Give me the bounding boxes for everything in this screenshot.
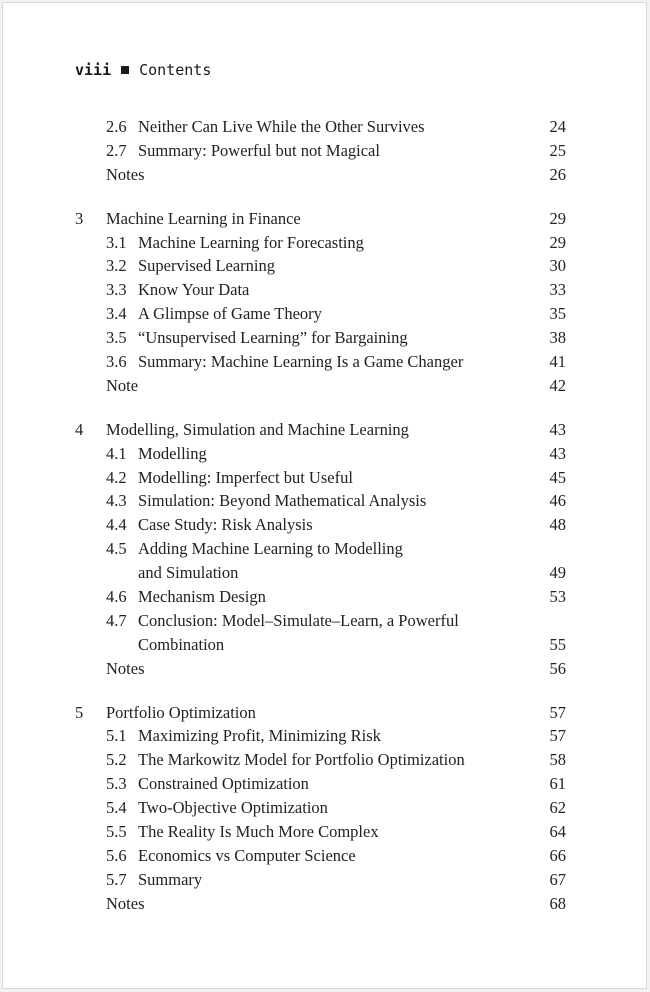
section-number: 4.1 bbox=[106, 443, 127, 463]
toc-entry[interactable] bbox=[3, 892, 648, 916]
toc-entry[interactable] bbox=[3, 748, 648, 772]
chapter-title: Portfolio Optimization bbox=[106, 702, 256, 722]
section-title: Simulation: Beyond Mathematical Analysis bbox=[138, 491, 427, 511]
toc-entry[interactable] bbox=[3, 772, 648, 796]
page-number: 26 bbox=[549, 164, 566, 184]
page-number: 24 bbox=[549, 117, 566, 136]
toc-entry[interactable] bbox=[3, 561, 648, 585]
section-number: 5.5 bbox=[106, 822, 127, 842]
page-number: 43 bbox=[549, 419, 566, 439]
section-entry bbox=[106, 820, 379, 844]
entry-continuation: and Simulation bbox=[138, 563, 239, 583]
section-entry bbox=[106, 609, 459, 633]
section-title: Economics vs Computer Science bbox=[138, 845, 356, 865]
section-entry bbox=[106, 796, 328, 820]
section-number: 2.6 bbox=[106, 117, 127, 136]
section-entry bbox=[106, 772, 309, 796]
page-number: 29 bbox=[549, 232, 566, 252]
section-entry bbox=[106, 724, 381, 748]
section-title: Supervised Learning bbox=[138, 256, 276, 276]
page-number: 57 bbox=[549, 726, 566, 746]
toc-chapter-block bbox=[3, 207, 648, 398]
section-entry bbox=[106, 585, 266, 609]
toc-chapter-block bbox=[3, 115, 648, 187]
toc-entry[interactable] bbox=[3, 350, 648, 374]
section-entry bbox=[106, 231, 364, 255]
section-entry bbox=[106, 139, 380, 163]
chapter-number: 4 bbox=[75, 419, 84, 439]
running-head-label: Contents bbox=[139, 61, 212, 79]
chapter-title: Modelling, Simulation and Machine Learning bbox=[106, 419, 409, 439]
notes-entry: Notes bbox=[106, 893, 145, 913]
section-title: Two-Objective Optimization bbox=[138, 798, 328, 818]
section-title: Summary: Powerful but not Magical bbox=[138, 140, 380, 160]
page-number: 61 bbox=[549, 774, 566, 794]
toc-entry[interactable] bbox=[3, 724, 648, 748]
toc-entry[interactable] bbox=[3, 537, 648, 561]
page-number: 58 bbox=[549, 750, 566, 770]
section-entry bbox=[106, 748, 465, 772]
section-entry bbox=[106, 350, 463, 374]
page-number: 49 bbox=[549, 563, 566, 583]
section-entry bbox=[106, 302, 322, 326]
toc-entry[interactable] bbox=[3, 466, 648, 490]
toc-entry[interactable] bbox=[3, 868, 648, 892]
section-entry bbox=[106, 442, 207, 466]
section-number: 3.3 bbox=[106, 280, 127, 300]
section-entry bbox=[106, 868, 202, 892]
section-title: The Reality Is Much More Complex bbox=[138, 822, 379, 842]
section-number: 5.7 bbox=[106, 869, 127, 889]
toc-chapter-block bbox=[3, 418, 648, 681]
page-number: 67 bbox=[549, 869, 566, 889]
section-entry bbox=[106, 278, 249, 302]
page-number: 57 bbox=[549, 702, 566, 722]
section-title: Summary bbox=[138, 869, 203, 889]
toc-entry[interactable] bbox=[3, 442, 648, 466]
toc-chapter-block bbox=[3, 701, 648, 916]
section-title: Neither Can Live While the Other Survives bbox=[138, 117, 425, 136]
page-number: 66 bbox=[549, 845, 566, 865]
section-title: Modelling: Imperfect but Useful bbox=[138, 467, 353, 487]
page-number: 41 bbox=[549, 352, 566, 372]
table-of-contents bbox=[3, 115, 648, 936]
section-entry bbox=[106, 115, 425, 139]
toc-entry[interactable] bbox=[3, 585, 648, 609]
section-number: 4.3 bbox=[106, 491, 127, 511]
section-number: 3.4 bbox=[106, 304, 127, 324]
page-number: 38 bbox=[549, 328, 566, 348]
toc-entry[interactable] bbox=[3, 796, 648, 820]
page-number: 62 bbox=[549, 798, 566, 818]
section-number: 2.7 bbox=[106, 140, 127, 160]
page-number: 46 bbox=[549, 491, 566, 511]
section-title: Summary: Machine Learning Is a Game Changer bbox=[138, 352, 464, 372]
section-title: Case Study: Risk Analysis bbox=[138, 515, 313, 535]
section-entry bbox=[106, 326, 408, 350]
chapter-number: 5 bbox=[75, 702, 84, 722]
notes-entry: Notes bbox=[106, 658, 145, 678]
section-entry bbox=[106, 844, 356, 868]
section-title: A Glimpse of Game Theory bbox=[138, 304, 322, 324]
section-number: 3.6 bbox=[106, 352, 127, 372]
toc-entry[interactable] bbox=[3, 302, 648, 326]
toc-entry[interactable] bbox=[3, 374, 648, 398]
section-entry bbox=[106, 489, 426, 513]
page-number: 64 bbox=[549, 822, 566, 842]
section-title: Constrained Optimization bbox=[138, 774, 309, 794]
notes-entry: Notes bbox=[106, 164, 145, 184]
page-number: 42 bbox=[549, 375, 566, 395]
page-number: 45 bbox=[549, 467, 566, 487]
section-number: 5.4 bbox=[106, 798, 127, 818]
toc-entry[interactable] bbox=[3, 701, 648, 725]
page-number: 35 bbox=[549, 304, 566, 324]
toc-entry[interactable] bbox=[3, 609, 648, 633]
section-title: Conclusion: Model–Simulate–Learn, a Powerful bbox=[138, 610, 459, 630]
section-entry bbox=[106, 466, 353, 490]
page-number: 55 bbox=[549, 634, 566, 654]
entry-continuation: Combination bbox=[138, 634, 225, 654]
page-number: 43 bbox=[549, 443, 566, 463]
section-number: 4.6 bbox=[106, 587, 127, 607]
page-number: 33 bbox=[549, 280, 566, 300]
toc-entry[interactable] bbox=[3, 207, 648, 231]
toc-entry[interactable] bbox=[3, 139, 648, 163]
chapter-title: Machine Learning in Finance bbox=[106, 208, 301, 228]
section-number: 5.2 bbox=[106, 750, 127, 770]
section-number: 3.1 bbox=[106, 232, 127, 252]
section-number: 5.3 bbox=[106, 774, 127, 794]
page-number: 48 bbox=[549, 515, 566, 535]
running-head bbox=[75, 61, 211, 79]
section-title: Machine Learning for Forecasting bbox=[138, 232, 364, 252]
page-number: 53 bbox=[549, 587, 566, 607]
section-title: Adding Machine Learning to Modelling bbox=[138, 539, 403, 559]
section-number: 4.5 bbox=[106, 539, 127, 559]
section-title: Mechanism Design bbox=[138, 587, 266, 607]
toc-entry[interactable] bbox=[3, 418, 648, 442]
section-title: Modelling bbox=[138, 443, 207, 463]
page-number: 56 bbox=[549, 658, 566, 678]
toc-entry[interactable] bbox=[3, 633, 648, 657]
section-number: 4.2 bbox=[106, 467, 127, 487]
section-number: 3.5 bbox=[106, 328, 127, 348]
toc-entry[interactable] bbox=[3, 657, 648, 681]
toc-entry[interactable] bbox=[3, 489, 648, 513]
section-number: 5.6 bbox=[106, 845, 127, 865]
toc-entry[interactable] bbox=[3, 163, 648, 187]
toc-entry[interactable] bbox=[3, 231, 648, 255]
page-number: 30 bbox=[549, 256, 566, 276]
toc-entry[interactable] bbox=[3, 844, 648, 868]
toc-entry[interactable] bbox=[3, 513, 648, 537]
section-title: Know Your Data bbox=[138, 280, 250, 300]
section-title: “Unsupervised Learning” for Bargaining bbox=[138, 328, 408, 348]
page-number: 25 bbox=[549, 140, 566, 160]
toc-entry[interactable] bbox=[3, 278, 648, 302]
page-number: 29 bbox=[549, 208, 566, 228]
toc-entry[interactable] bbox=[3, 115, 648, 139]
square-bullet-icon bbox=[121, 66, 129, 74]
section-number: 5.1 bbox=[106, 726, 127, 746]
toc-entry[interactable] bbox=[3, 326, 648, 350]
section-title: Maximizing Profit, Minimizing Risk bbox=[138, 726, 381, 746]
toc-entry[interactable] bbox=[3, 820, 648, 844]
section-title: The Markowitz Model for Portfolio Optimization bbox=[138, 750, 465, 770]
toc-entry[interactable] bbox=[3, 254, 648, 278]
section-number: 4.4 bbox=[106, 515, 127, 535]
section-entry bbox=[106, 537, 403, 561]
section-entry bbox=[106, 513, 313, 537]
chapter-number: 3 bbox=[75, 208, 84, 228]
book-page bbox=[2, 2, 647, 989]
section-number: 4.7 bbox=[106, 610, 127, 630]
page-number: 68 bbox=[549, 893, 566, 913]
section-number: 3.2 bbox=[106, 256, 127, 276]
notes-entry: Note bbox=[106, 375, 139, 395]
section-entry bbox=[106, 254, 275, 278]
page-folio: viii bbox=[75, 61, 112, 79]
